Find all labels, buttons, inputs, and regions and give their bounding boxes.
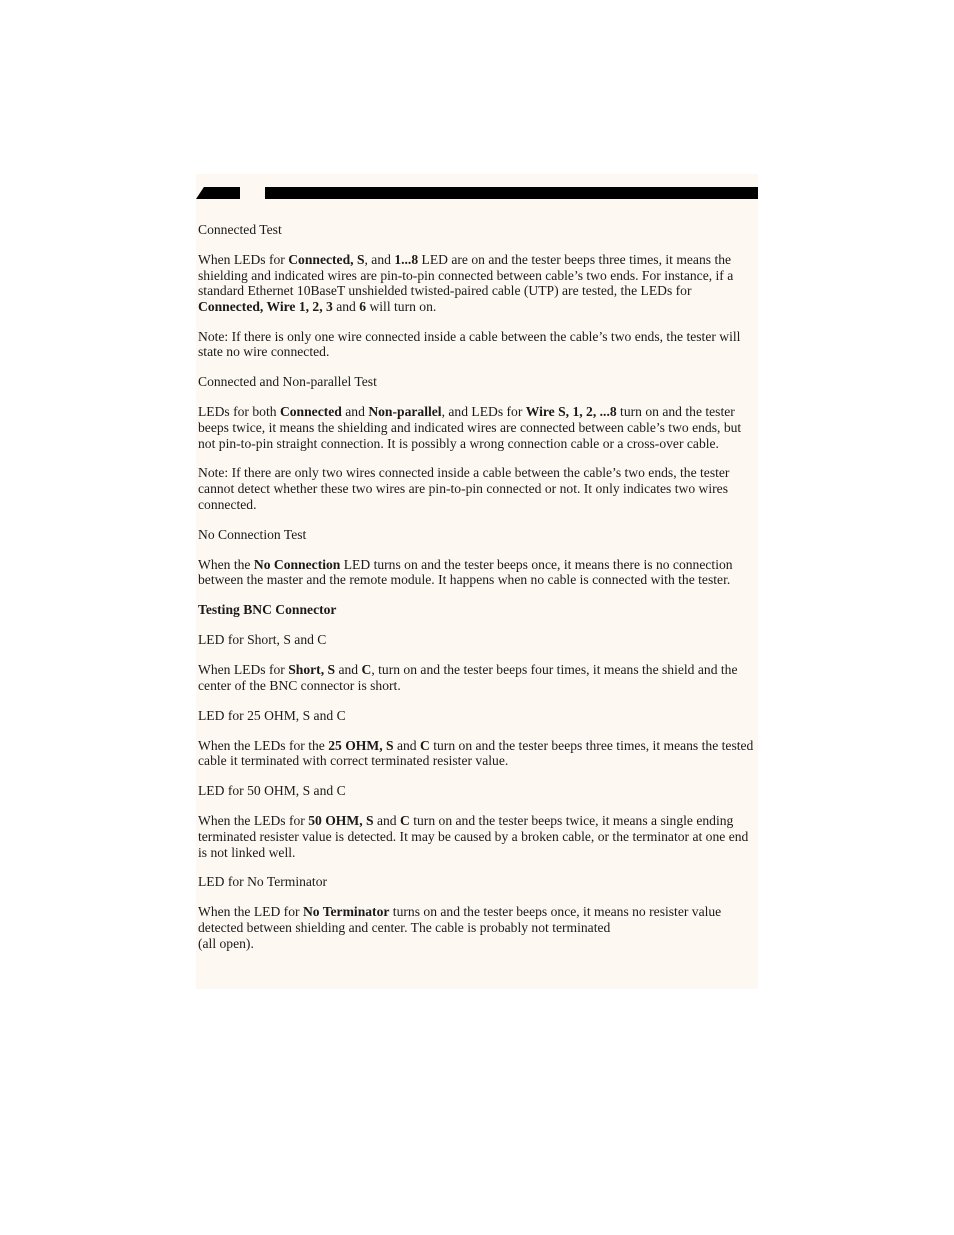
text-run: , and LEDs for: [441, 404, 526, 420]
text-run: Connected and Non-parallel Test: [198, 374, 377, 390]
text-run: When the LED for: [198, 904, 303, 920]
text-run: Connected Test: [198, 222, 282, 237]
no-terminator-body: [198, 904, 758, 951]
text-run: and: [341, 404, 369, 420]
bold-term: C: [420, 737, 430, 753]
bold-term: Non-parallel: [368, 404, 442, 420]
text-run: LED for 25 OHM, S and C: [198, 707, 346, 723]
bold-term: No Terminator: [302, 904, 390, 920]
short-heading: [198, 632, 758, 648]
header-bar-right: [265, 187, 758, 199]
text-run: Note: If there are only two wires connected inside a cable between the cable’s two ends, the tester cannot detect whether these two wires are pin-to-pin connected or not. It only indicates two wires connected.: [198, 465, 730, 512]
text-run: Note: If there is only one wire connected inside a cable between the cable’s two ends, the tester will state no wire connected.: [198, 328, 741, 360]
bold-term: 1...8: [394, 251, 419, 267]
connected-test-body: [198, 252, 758, 314]
bold-term: Short, S: [288, 662, 336, 678]
text-run: and: [332, 298, 360, 314]
ohm25-heading: [198, 708, 758, 724]
connected-test-heading: [198, 222, 758, 238]
short-body: [198, 662, 758, 693]
text-run: When the LEDs for the: [198, 737, 329, 753]
non-parallel-note: [198, 465, 758, 512]
text-run: will turn on.: [366, 298, 437, 314]
text-run: turns on and the tester beeps once, it means no resister value detected between shielding and center. The cable is probably not terminated: [198, 904, 722, 936]
text-run: When LEDs for: [198, 251, 289, 267]
text-run: LED are on and the tester beeps three times, it means the shielding and indicated wires are pin-to-pin connected between cable’s two ends. For instance, if a standard Ethernet 10BaseT unshielded twisted-paired cable (UTP) are tested, the LEDs for: [198, 251, 734, 299]
no-connection-heading: [198, 527, 758, 543]
text-run: (all open).: [198, 935, 254, 951]
non-parallel-heading: [198, 374, 758, 390]
text-run: turn on and the tester beeps twice, it means a single ending terminated resister value is detected. It may be caused by a broken cable, or the terminator at one end is not linked well.: [198, 813, 749, 860]
document-content: [198, 222, 758, 966]
bold-term: 25 OHM, S: [328, 737, 394, 753]
ohm25-body: [198, 738, 758, 769]
text-run: turn on and the tester beeps three times, it means the tested cable it terminated with correct terminated resister value.: [198, 737, 754, 769]
text-run: When the LEDs for: [198, 813, 309, 829]
bold-term: 6: [359, 298, 367, 314]
text-run: , turn on and the tester beeps four times, it means the shield and the center of the BNC connector is short.: [198, 662, 738, 693]
text-run: turn on and the tester beeps twice, it means the shielding and indicated wires are connected between cable’s two ends, but not pin-to-pin straight connection. It is possibly a wrong connection cable or a cross-over cable.: [198, 404, 742, 451]
no-connection-body: [198, 557, 758, 588]
text-run: and: [393, 737, 420, 753]
bold-term: Connected: [279, 404, 342, 420]
text-run: LED for No Terminator: [198, 874, 328, 890]
ohm50-heading: [198, 783, 758, 799]
text-run: , and: [364, 251, 395, 267]
bold-term: Wire S, 1, 2, ...8: [525, 404, 617, 420]
bold-term: C: [361, 662, 372, 678]
bnc-heading: [198, 602, 758, 618]
connected-test-note: [198, 329, 758, 360]
text-run: LED for Short, S and C: [198, 632, 327, 648]
bold-term: Connected, Wire 1, 2, 3: [198, 298, 333, 314]
text-run: LEDs for both: [198, 404, 280, 420]
text-run: No Connection Test: [198, 526, 307, 542]
text-run: When LEDs for: [198, 662, 289, 678]
bold-term: 50 OHM, S: [308, 813, 374, 829]
text-run: When the: [198, 556, 254, 572]
text-run: and: [335, 662, 362, 678]
bold-term: Testing BNC Connector: [198, 602, 337, 618]
non-parallel-body: [198, 404, 758, 451]
text-run: and: [373, 813, 400, 829]
no-terminator-heading: [198, 874, 758, 890]
text-run: LED for 50 OHM, S and C: [198, 783, 346, 799]
ohm50-body: [198, 813, 758, 860]
text-run: LED turns on and the tester beeps once, it means there is no connection between the master and the remote module. It happens when no cable is connected with the tester.: [198, 556, 733, 588]
bold-term: C: [400, 813, 410, 829]
bold-term: Connected, S: [288, 251, 365, 267]
bold-term: No Connection: [253, 556, 341, 572]
